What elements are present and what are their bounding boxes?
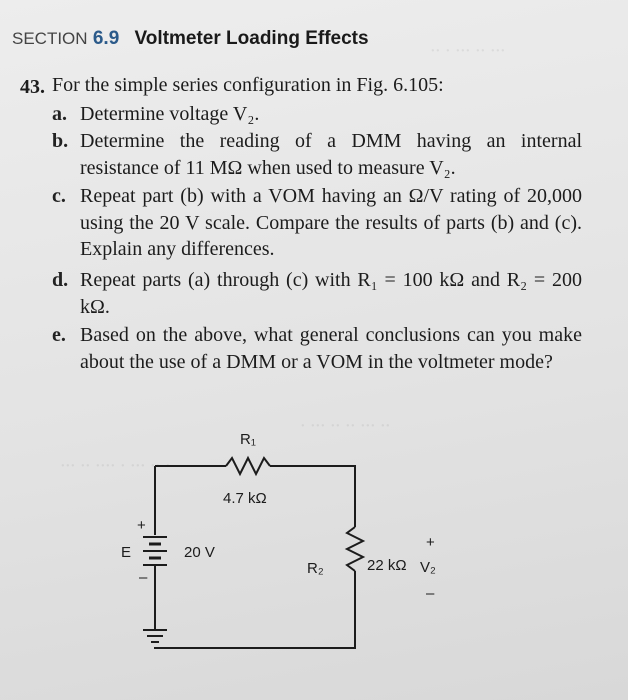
source-plus-sign: + — [137, 517, 146, 534]
source-label: E — [121, 544, 132, 561]
part-text: Repeat part (b) with a VOM having an Ω/V rating of 20,000 using the 20 V scale. Compare the results of parts (b) and (c). Explain any differences. — [80, 185, 582, 260]
ground-symbol — [143, 630, 167, 648]
source-value: 20 V — [184, 544, 215, 561]
problem-number: 43. — [20, 76, 45, 98]
v2-plus-sign: + — [426, 534, 435, 551]
problem-stem: For the simple series configuration in Fig. 6.105: — [52, 74, 444, 96]
bleed-through-text: ·· · ··· ·· ··· — [430, 40, 505, 62]
r1-value: 4.7 kΩ — [223, 490, 267, 507]
r2-resistor-symbol — [347, 527, 363, 571]
v2-label: V₂ — [420, 559, 436, 576]
source-minus-sign: – — [139, 569, 148, 586]
top-wire-right — [270, 466, 355, 527]
bottom-wire — [155, 571, 355, 648]
part-letter: c. — [52, 185, 66, 207]
v2-minus-sign: – — [426, 585, 435, 602]
r2-value: 22 kΩ — [367, 557, 407, 574]
bleed-through-text: · ··· ·· ·· ··· ·· — [300, 415, 390, 437]
bleed-through-text: ··· ·· ···· · ··· ·· · — [60, 455, 170, 477]
section-label: SECTION — [12, 29, 88, 48]
part-text: Based on the above, what general conclusions can you make about the use of a DMM or a VOM in the voltmeter mode? — [80, 324, 582, 373]
part-letter: a. — [52, 103, 67, 125]
part-text: Repeat parts (a) through (c) with R₁ = 100 kΩ and R₂ = 200 kΩ. — [80, 269, 582, 318]
section-number: 6.9 — [92, 28, 120, 49]
r1-label: R₁ — [240, 431, 256, 448]
r2-label: R₂ — [307, 560, 324, 577]
section-title: Voltmeter Loading Effects — [134, 28, 369, 49]
part-letter: b. — [52, 130, 69, 152]
part-text: Determine voltage V₂. — [80, 103, 260, 125]
part-letter: d. — [52, 269, 69, 291]
part-text: Determine the reading of a DMM having an internal resistance of 11 MΩ when used to measure V₂. — [80, 130, 582, 179]
r1-resistor-symbol — [226, 458, 270, 474]
part-letter: e. — [52, 324, 66, 346]
